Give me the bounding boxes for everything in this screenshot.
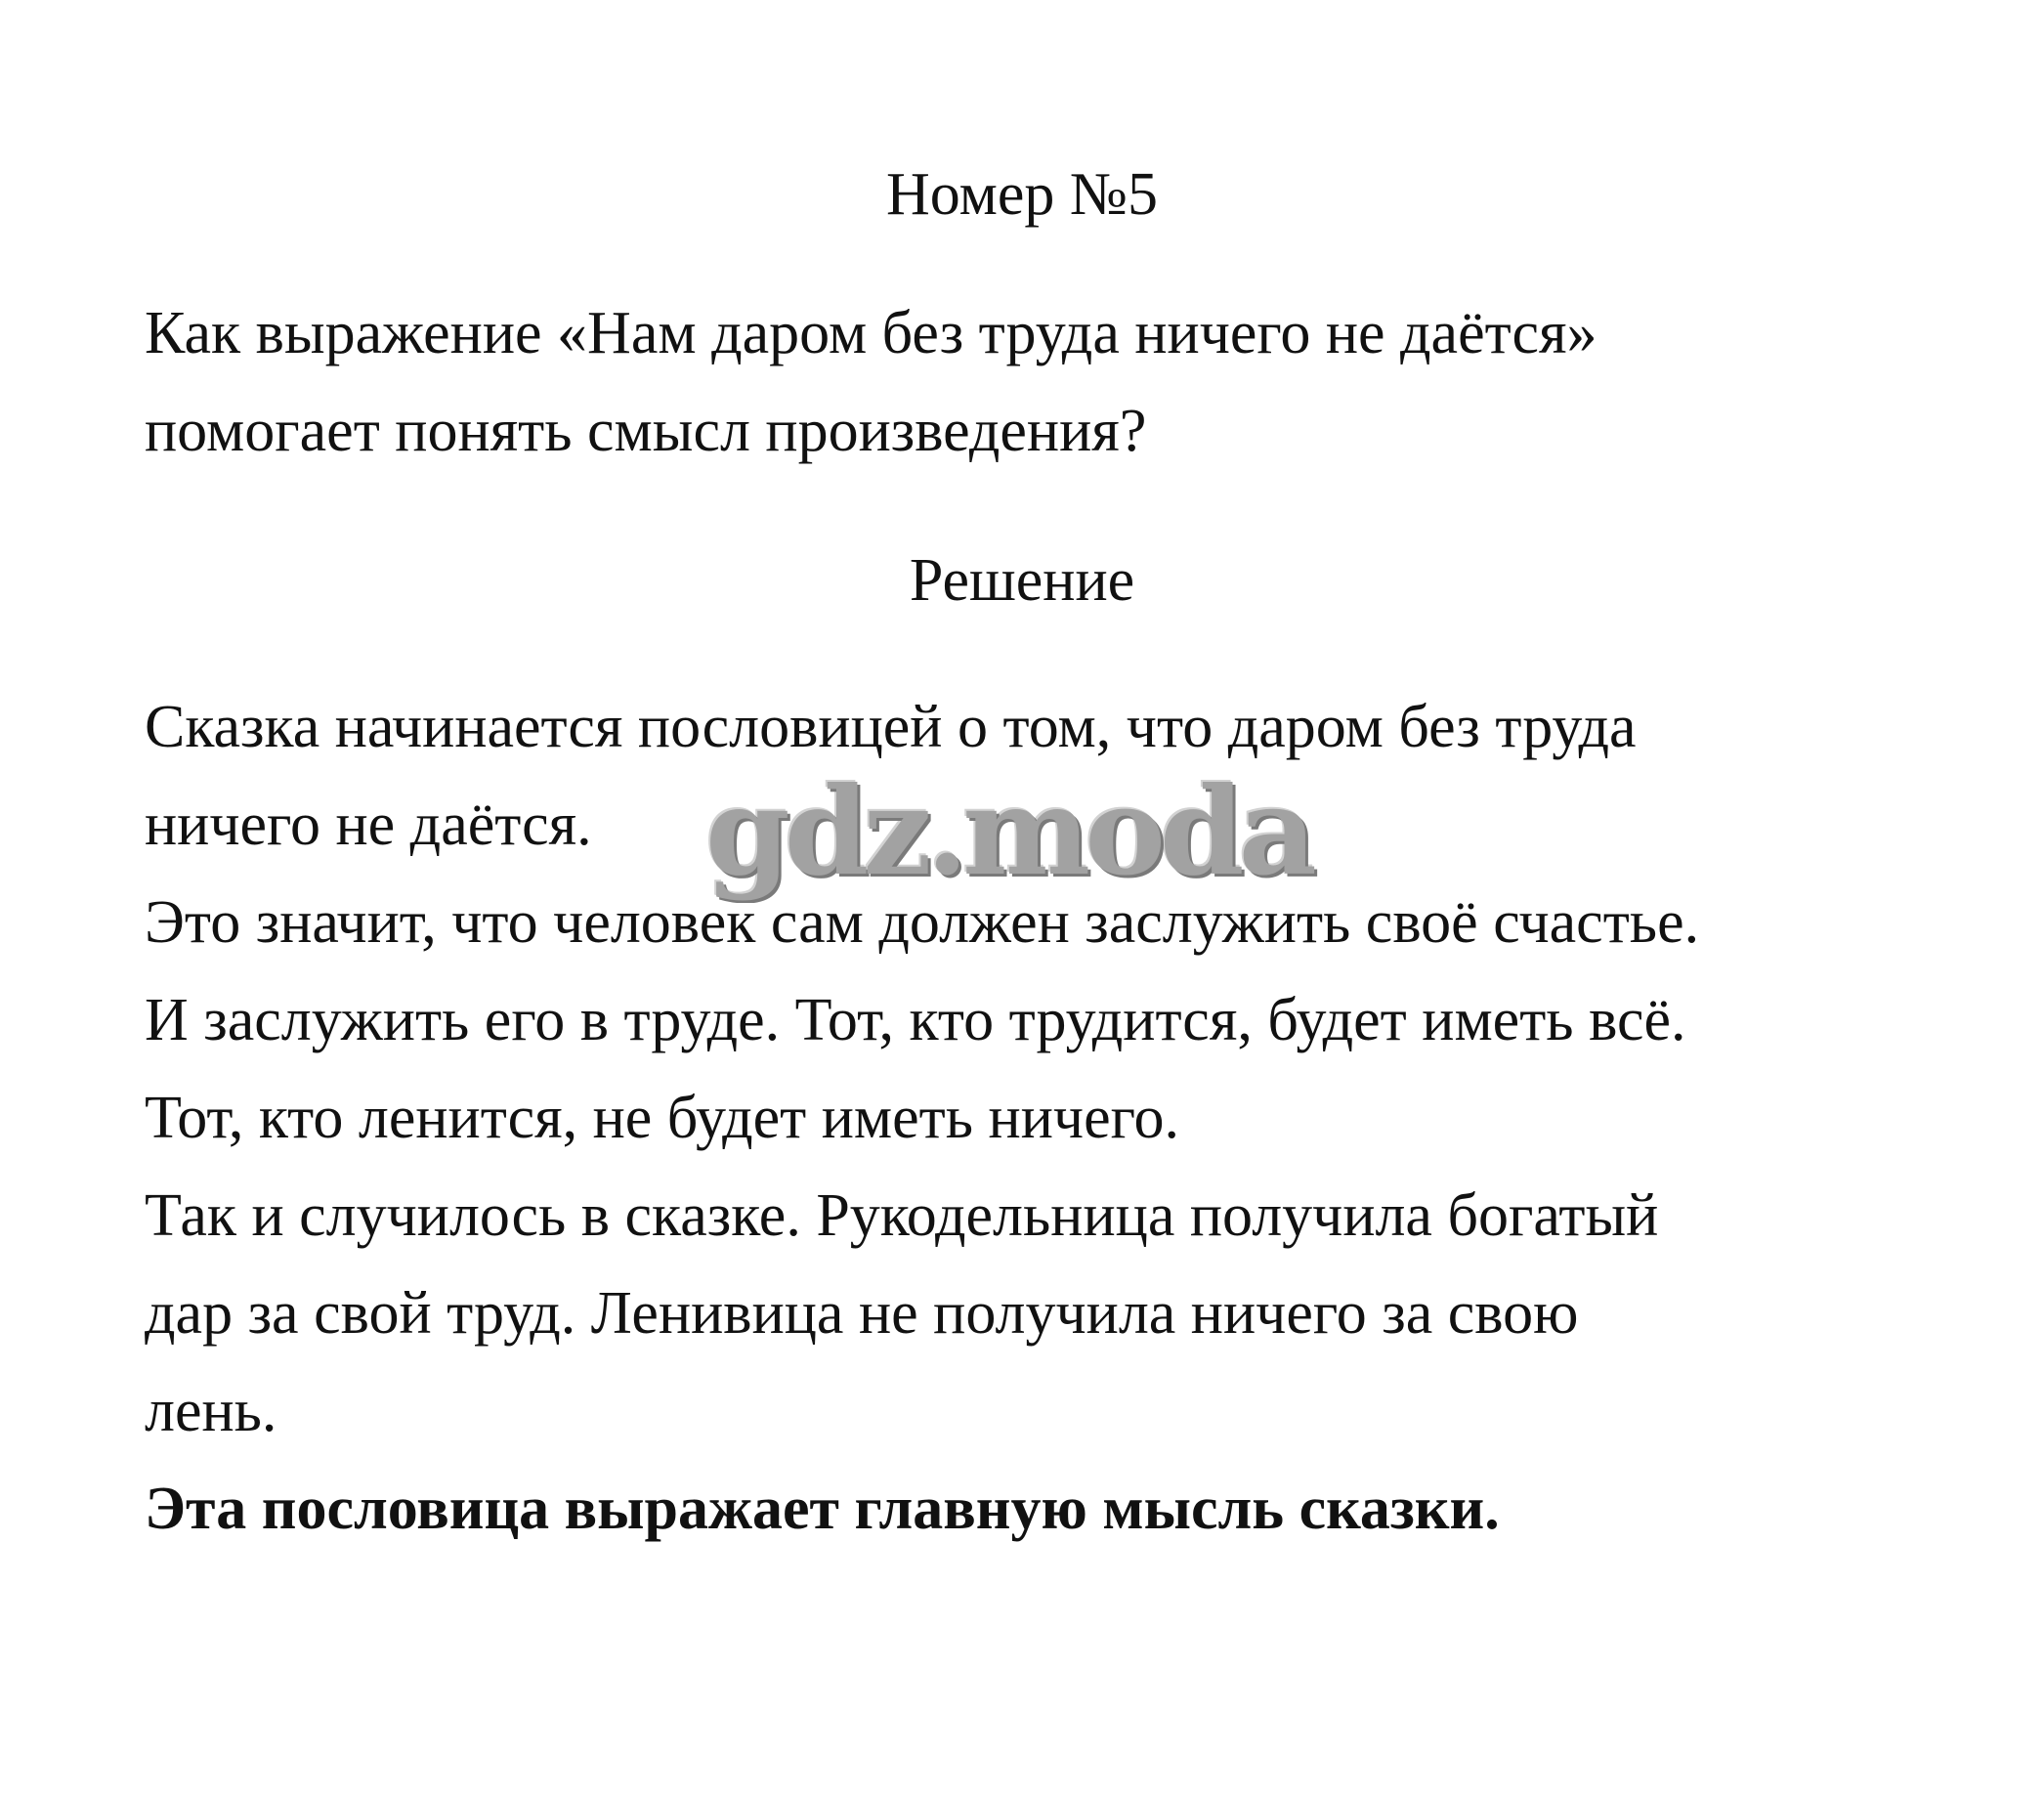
watermark-logo: gdz.moda bbox=[705, 761, 1311, 903]
solution-line-1: Сказка начинается пословицей о том, что даром без труда bbox=[145, 694, 1637, 760]
solution-line-7: дар за свой труд. Ленивица не получила ничего за свою bbox=[145, 1280, 1579, 1347]
solution-line-3: Это значит, что человек сам должен заслужить своё счастье. bbox=[145, 889, 1700, 956]
solution-line-4: И заслужить его в труде. Тот, кто трудится, будет иметь всё. bbox=[145, 987, 1686, 1053]
solution-line-2: ничего не даётся. bbox=[145, 792, 592, 858]
solution-line-5: Тот, кто ленится, не будет иметь ничего. bbox=[145, 1085, 1179, 1151]
solution-line-8: лень. bbox=[145, 1378, 277, 1444]
task-number-title: Номер №5 bbox=[885, 161, 1158, 228]
question-line-1: Как выражение «Нам даром без труда ничего не даётся» bbox=[145, 300, 1597, 366]
question-line-2: помогает понять смысл произведения? bbox=[145, 398, 1147, 464]
solution-heading: Решение bbox=[909, 547, 1135, 614]
solution-line-6: Так и случилось в сказке. Рукодельница получила богатый bbox=[145, 1182, 1659, 1249]
solution-conclusion: Эта пословица выражает главную мысль сказки. bbox=[145, 1476, 1500, 1542]
